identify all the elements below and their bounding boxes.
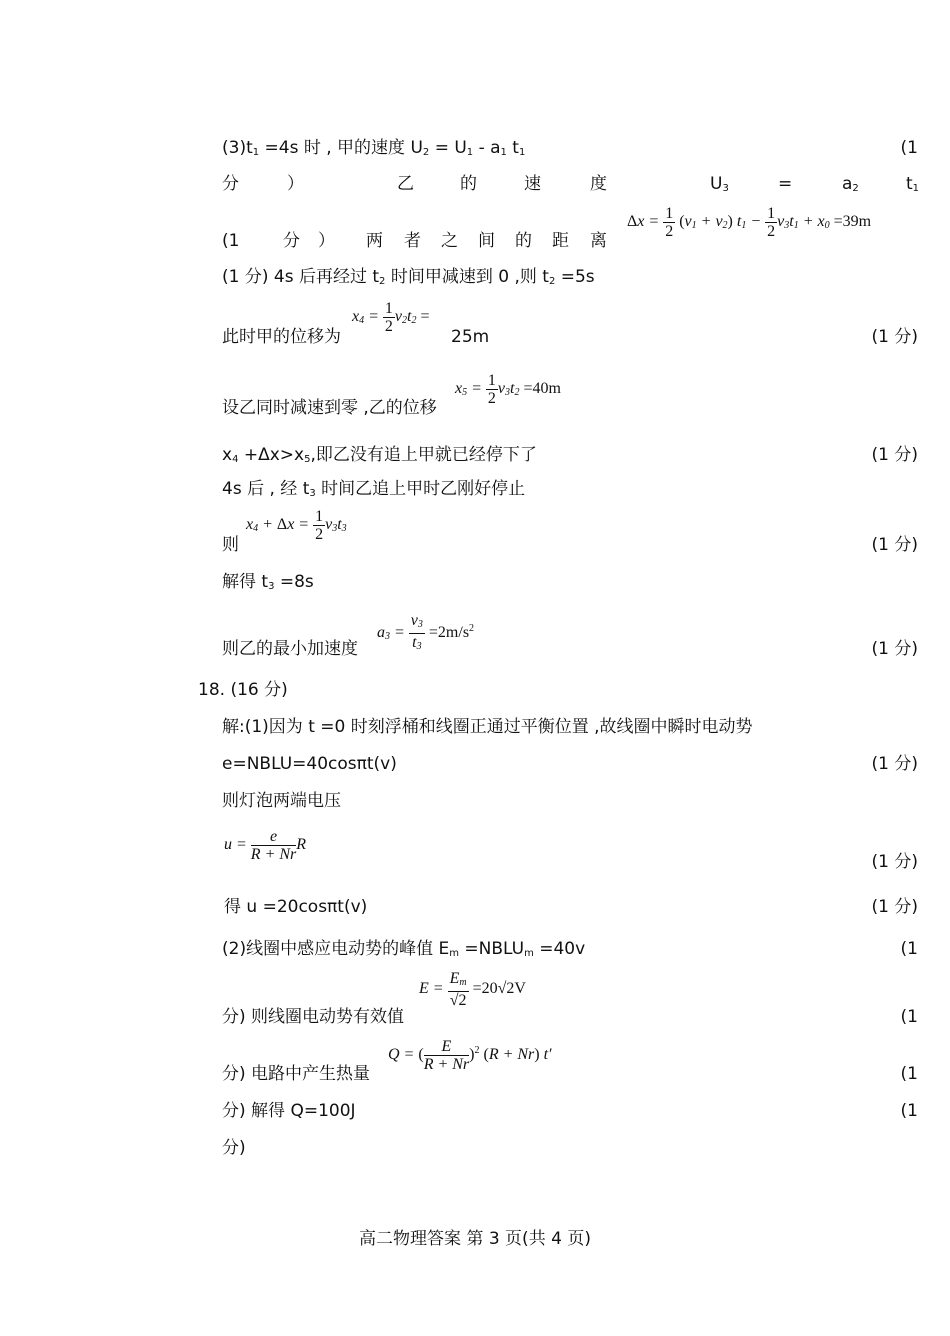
formula-x5: $x_5$ = $\frac{1}{2}$ $v_3t_2 =40m$ — [455, 372, 561, 407]
question-18-heading: 18. (16 分) — [198, 680, 288, 700]
text: - a — [473, 138, 501, 158]
score: (1 — [900, 138, 918, 158]
text: =4s 时 , 甲的速度 U — [259, 138, 423, 158]
formula-Q: Q = ( $\frac{E}{R + Nr}$ )$^2$ (R + Nr) t′ — [388, 1038, 552, 1073]
line-3-9-label: 则 — [222, 535, 239, 555]
text: a — [842, 174, 853, 194]
text: x — [222, 445, 233, 465]
text: ,即乙没有追上甲就已经停下了 — [310, 445, 537, 465]
q18-line-3: 则灯泡两端电压 — [222, 791, 341, 811]
score: (1 分) — [871, 754, 918, 774]
text: +Δx>x — [238, 445, 305, 465]
score: (1 分) — [871, 445, 918, 465]
word: ） — [318, 231, 335, 251]
text: =5s — [555, 267, 595, 287]
word: 度 — [590, 174, 607, 194]
q18-line-2: e=NBLU=40cosπt(v) — [222, 754, 397, 774]
score: (1 分) — [871, 535, 918, 555]
word: 者 — [404, 231, 421, 251]
score: (1 — [900, 939, 918, 959]
text: =40m — [523, 380, 561, 398]
text: 4s 后 , 经 t — [222, 479, 310, 499]
q18-line-7: 分) 则线圈电动势有效值 — [222, 1007, 405, 1027]
word: 两 — [366, 231, 383, 251]
q18-line-8: 分) 电路中产生热量 — [222, 1064, 371, 1084]
formula-delta-x: Δx = $\frac{1}{2}$ $(v_1 + v_2) t_1$ − $\frac{1}{2}$ $v_3t_1 + x_0 =39m$ — [627, 205, 872, 240]
text: =40v — [533, 939, 586, 959]
text: =8s — [274, 572, 314, 592]
word: 离 — [590, 231, 607, 251]
score: (1 分) — [871, 639, 918, 659]
score: (1 — [900, 1064, 918, 1084]
q18-line-9: 分) 解得 Q=100J — [222, 1101, 356, 1121]
text: =2m/s — [428, 624, 470, 642]
text: (2)线圈中感应电动势的峰值 E — [222, 939, 450, 959]
text: =20√2V — [472, 980, 526, 998]
q18-line-10: 分) — [222, 1138, 246, 1158]
t1: $t_1$ — [906, 174, 920, 194]
score: (1 分) — [871, 852, 918, 872]
text: (3)t — [222, 138, 253, 158]
score: (1 — [900, 1101, 918, 1121]
a2: $a_2$ — [842, 174, 859, 194]
text: 时间甲减速到 0 ,则 t — [385, 267, 549, 287]
score: (1 — [900, 1007, 918, 1027]
word: 的 — [515, 231, 532, 251]
formula-x4-dx: $x_4 + \Delta x$ = $\frac{1}{2}$ $v_3t_3$ — [246, 508, 347, 543]
word: 间 — [478, 231, 495, 251]
word: 乙 — [397, 174, 414, 194]
q18-line-1: 解:(1)因为 t =0 时刻浮桶和线圈正通过平衡位置 ,故线圈中瞬时电动势 — [222, 717, 753, 737]
text: t — [906, 174, 913, 194]
formula-a3: $a_3$ = $\frac{v_3}{t_3}$ $=2m/s^2$ — [377, 612, 475, 652]
text: =39m — [833, 213, 872, 231]
text: 解得 t — [222, 572, 269, 592]
score: (1 分) — [871, 327, 918, 347]
word: 之 — [441, 231, 458, 251]
formula-x4: $x_4$ = $\frac{1}{2}$ $v_2t_2$ = — [352, 300, 430, 335]
text: = U — [429, 138, 467, 158]
eq: = — [778, 174, 793, 194]
word: (1 — [222, 231, 240, 251]
word: 分 — [222, 174, 239, 194]
line-3-10: 解得 $t_3 =8s$ — [222, 572, 314, 592]
text: t — [506, 138, 519, 158]
word: ） — [287, 174, 304, 194]
formula-u: u = $\frac{e}{R + Nr}$ R — [224, 828, 307, 863]
q18-line-6: (2)线圈中感应电动势的峰值 $E_m$ $=NBLU_m =40v$ — [222, 939, 586, 959]
word: 的 — [460, 174, 477, 194]
line-3-8: 4s 后 , 经 $t_3$ 时间乙追上甲时乙刚好停止 — [222, 479, 526, 499]
word: 速 — [524, 174, 541, 194]
score: (1 分) — [871, 897, 918, 917]
line-3-6-label: 设乙同时减速到零 ,乙的位移 — [222, 398, 437, 418]
text: U — [710, 174, 723, 194]
line-3-1: $(3)t_1 =4s$ 时 , 甲的速度 $U_2 = U_1 - a_1$ $t_1$ — [222, 138, 526, 158]
line-3-11-label: 则乙的最小加速度 — [222, 639, 358, 659]
word: 距 — [552, 231, 569, 251]
line-3-5-label: 此时甲的位移为 — [222, 327, 341, 347]
page-footer: 高二物理答案 第 3 页(共 4 页) — [359, 1229, 591, 1249]
text: (1 分) 4s 后再经过 t — [222, 267, 380, 287]
u3: $U_3$ — [710, 174, 729, 194]
text: =NBLU — [458, 939, 525, 959]
line-3-7: $x_4 +\Delta x>x_5$,即乙没有追上甲就已经停下了 — [222, 445, 537, 465]
formula-E: E = $\frac{E_m}{√2}$ =20√2V — [419, 970, 526, 1009]
word: 分 — [283, 231, 300, 251]
text: 时间乙追上甲时乙刚好停止 — [315, 479, 526, 499]
line-3-4: (1 分) 4s 后再经过 $t_2$ 时间甲减速到 0 ,则 $t_2 =5s$ — [222, 267, 595, 287]
q18-line-5: 得 u =20cosπt(v) — [224, 897, 368, 917]
value: 25m — [451, 327, 490, 347]
